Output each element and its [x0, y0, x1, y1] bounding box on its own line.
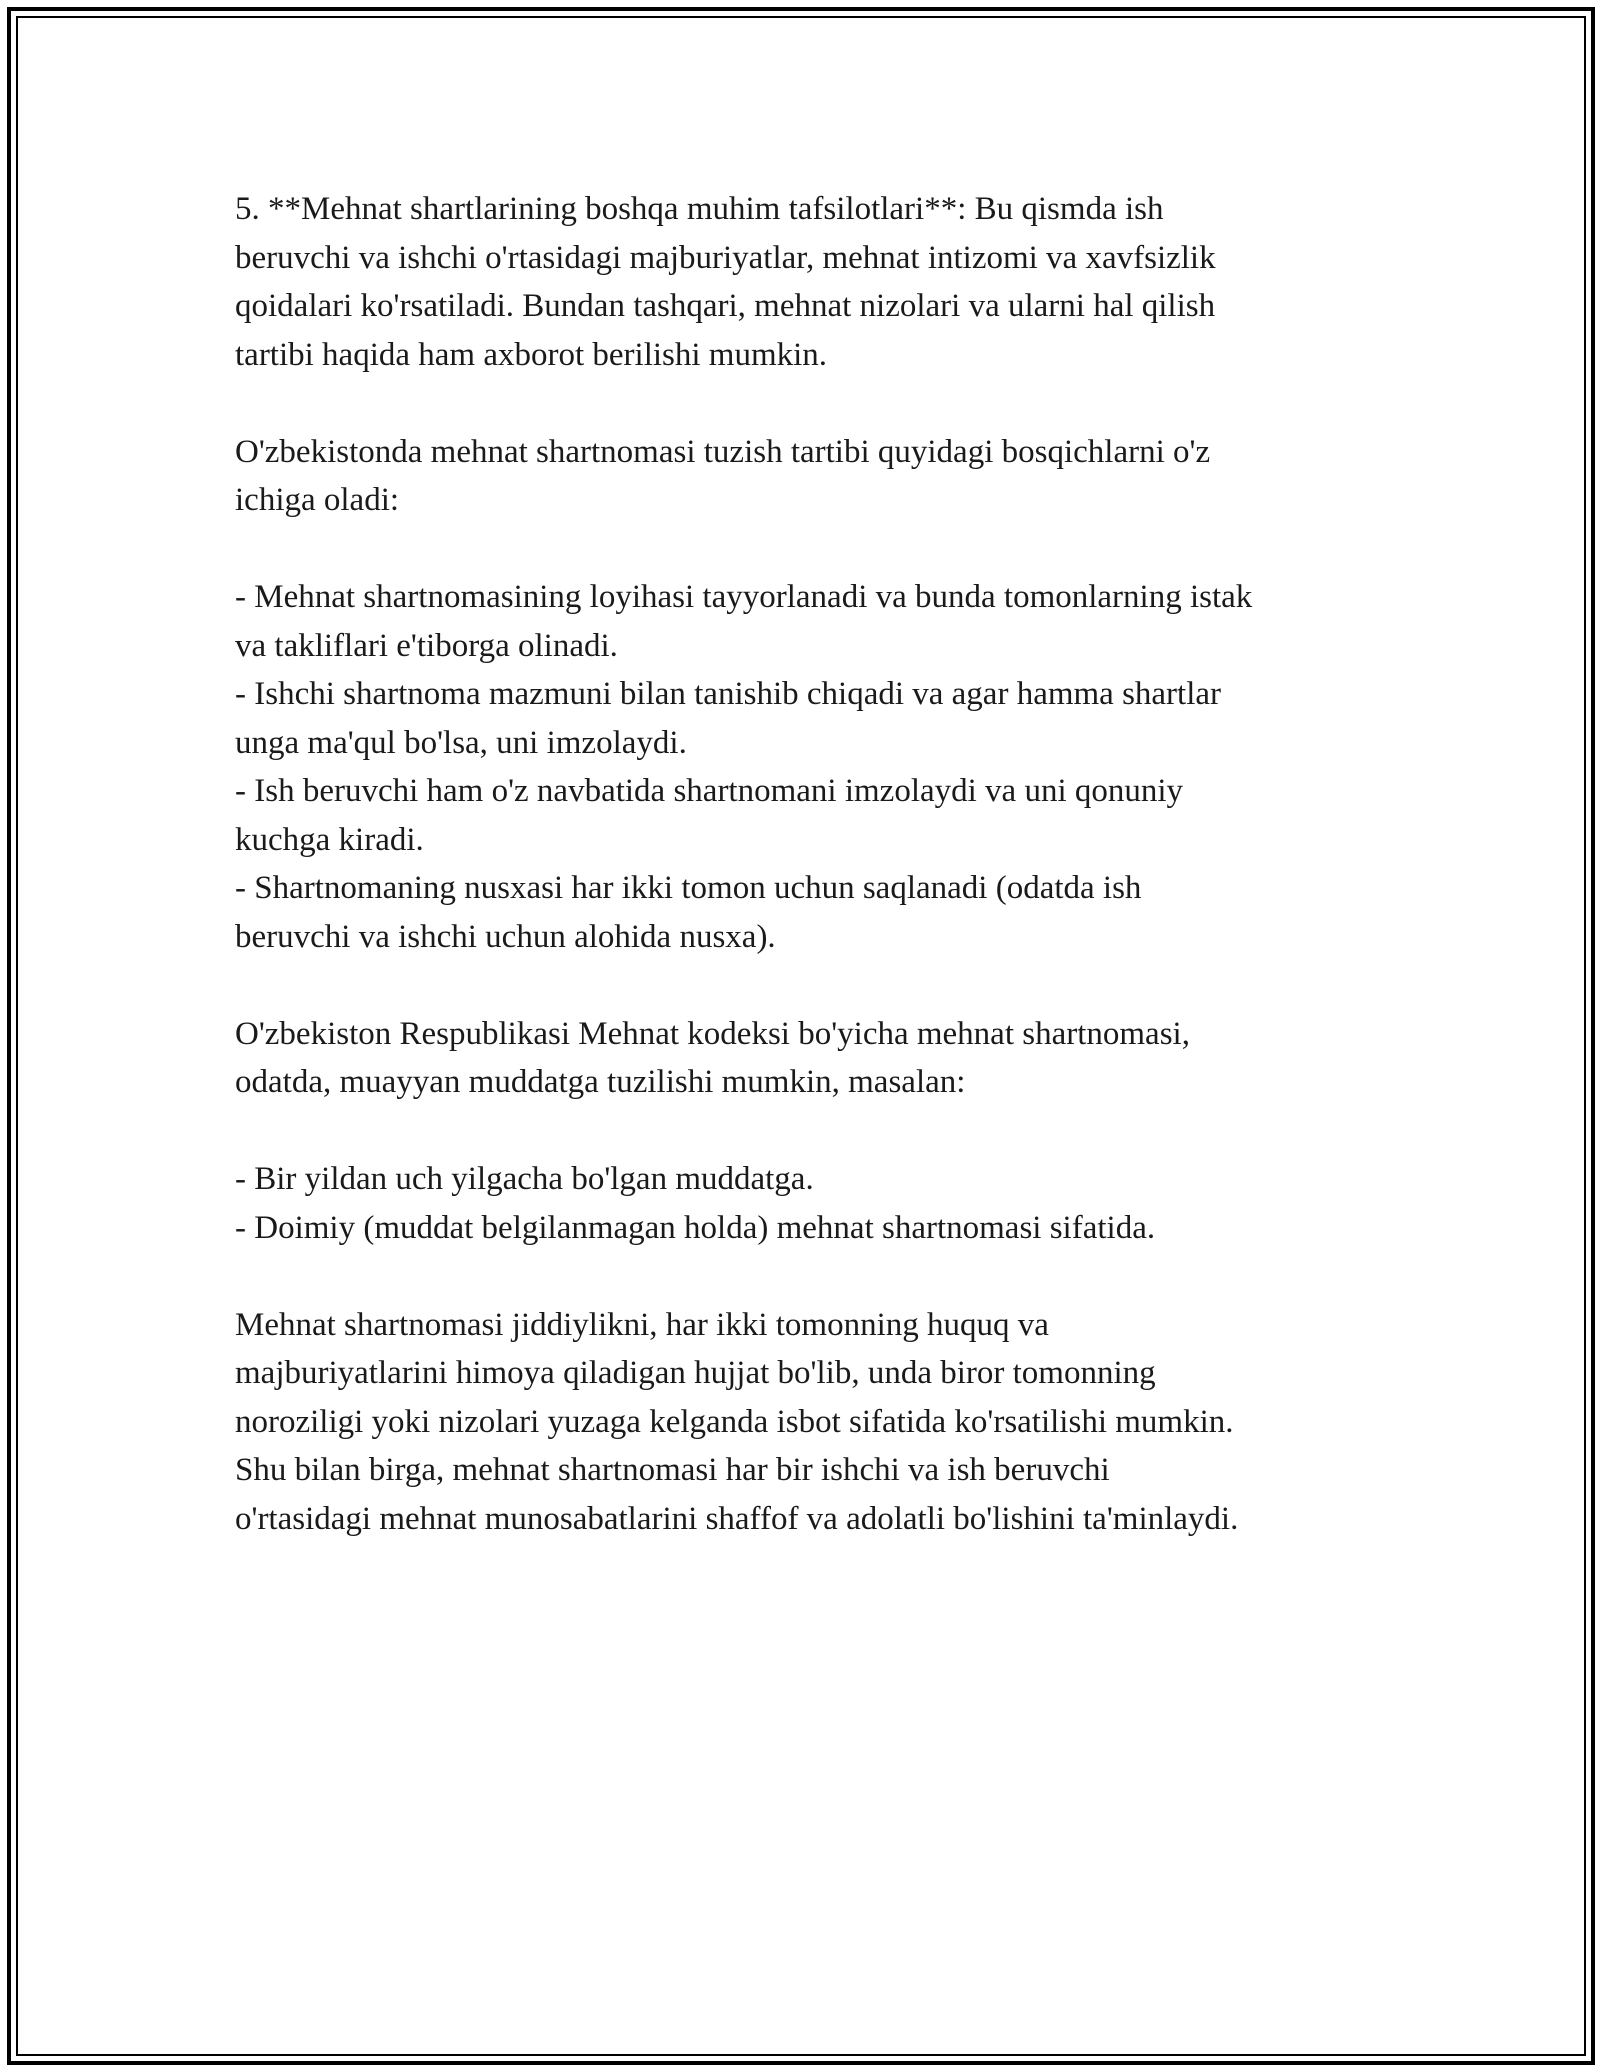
paragraph-gap — [235, 379, 1395, 428]
paragraph-labor-code — [235, 1010, 1395, 1107]
text-line: noroziligi yoki nizolari yuzaga kelganda isbot sifatida ko'rsatilishi mumkin. — [235, 1403, 1234, 1440]
text-line: 5. **Mehnat shartlarining boshqa muhim tafsilotlari**: Bu qismda ish — [235, 191, 1164, 227]
text-line: Mehnat shartnomasi jiddiylikni, har ikki tomonning huquq va — [235, 1306, 1049, 1343]
paragraph-procedure-intro — [235, 428, 1395, 525]
paragraph-conclusion — [235, 1301, 1395, 1544]
paragraph-gap — [235, 525, 1395, 574]
text-line: O'zbekiston Respublikasi Mehnat kodeksi bo'yicha mehnat shartnomasi, — [235, 1015, 1190, 1052]
list-item-line: unga ma'qul bo'lsa, uni imzolaydi. — [235, 724, 687, 761]
paragraph-contract-details — [235, 185, 1395, 379]
document-body — [235, 185, 1395, 1543]
list-item-line: kuchga kiradi. — [235, 821, 424, 858]
list-item-line: - Ishchi shartnoma mazmuni bilan tanishib chiqadi va agar hamma shartlar — [235, 676, 1222, 712]
text-line: ichiga oladi: — [235, 482, 400, 518]
list-contract-terms — [235, 1155, 1395, 1252]
text-line: beruvchi va ishchi o'rtasidagi majburiyatlar, mehnat intizomi va xavfsizlik — [235, 239, 1216, 276]
list-item-line: va takliflari e'tiborga olinadi. — [235, 627, 618, 664]
list-procedure-steps — [235, 573, 1395, 961]
list-item-line: - Doimiy (muddat belgilanmagan holda) mehnat shartnomasi sifatida. — [235, 1209, 1156, 1246]
paragraph-gap — [235, 1107, 1395, 1156]
text-line: majburiyatlarini himoya qiladigan hujjat bo'lib, unda biror tomonning — [235, 1355, 1156, 1391]
list-item-line: beruvchi va ishchi uchun alohida nusxa). — [235, 918, 776, 955]
text-line: Shu bilan birga, mehnat shartnomasi har bir ishchi va ish beruvchi — [235, 1452, 1110, 1488]
paragraph-gap — [235, 961, 1395, 1010]
list-item-line: - Ish beruvchi ham o'z navbatida shartnomani imzolaydi va uni qonuniy — [235, 773, 1184, 809]
paragraph-gap — [235, 1252, 1395, 1301]
text-line: o'rtasidagi mehnat munosabatlarini shaffof va adolatli bo'lishini ta'minlaydi. — [235, 1500, 1239, 1537]
text-line: tartibi haqida ham axborot berilishi mumkin. — [235, 336, 828, 373]
text-line: odatda, muayyan muddatga tuzilishi mumkin, masalan: — [235, 1064, 966, 1100]
text-line: O'zbekistonda mehnat shartnomasi tuzish tartibi quyidagi bosqichlarni o'z — [235, 433, 1211, 470]
text-line: qoidalari ko'rsatiladi. Bundan tashqari, mehnat nizolari va ularni hal qilish — [235, 288, 1216, 324]
list-item-line: - Bir yildan uch yilgacha bo'lgan muddatga. — [235, 1161, 814, 1197]
list-item-line: - Shartnomaning nusxasi har ikki tomon uchun saqlanadi (odatda ish — [235, 870, 1142, 906]
list-item-line: - Mehnat shartnomasining loyihasi tayyorlanadi va bunda tomonlarning istak — [235, 579, 1253, 615]
